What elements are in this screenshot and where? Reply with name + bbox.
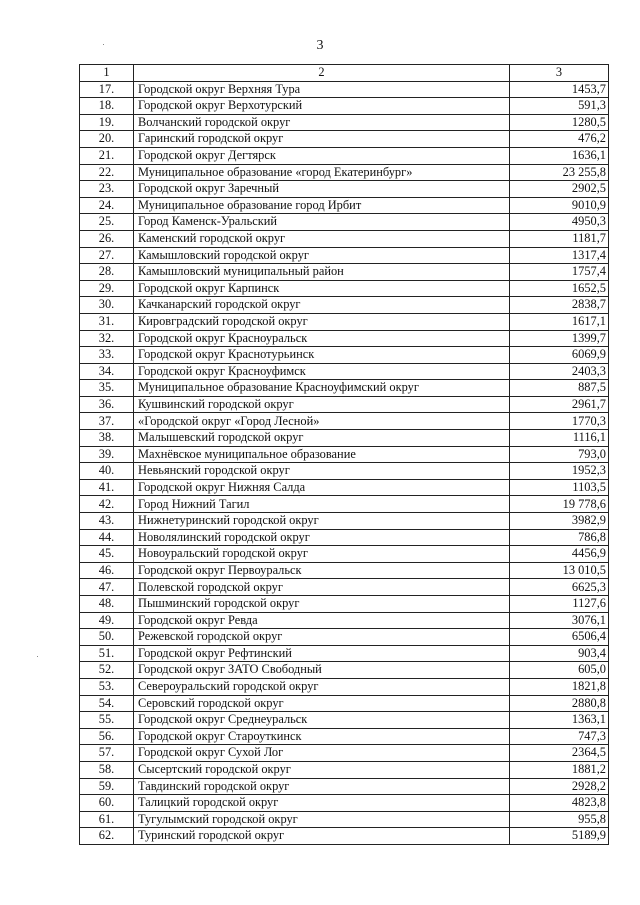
table-row — [80, 529, 609, 546]
value-cell: 591,3 — [510, 98, 609, 115]
table-row — [80, 695, 609, 712]
table-row — [80, 430, 609, 447]
row-number-cell: 51. — [80, 645, 134, 662]
table-row — [80, 728, 609, 745]
row-number-cell: 20. — [80, 131, 134, 148]
municipality-name-cell: Нижнетуринский городской округ — [134, 513, 510, 530]
row-number-cell: 49. — [80, 612, 134, 629]
value-cell: 1181,7 — [510, 230, 609, 247]
value-cell: 4950,3 — [510, 214, 609, 231]
value-cell: 4456,9 — [510, 546, 609, 563]
municipality-name-cell: Североуральский городской округ — [134, 678, 510, 695]
table-row — [80, 828, 609, 845]
row-number-cell: 19. — [80, 114, 134, 131]
municipality-name-cell: Городской округ Красноуфимск — [134, 363, 510, 380]
table-row — [80, 629, 609, 646]
value-cell: 2961,7 — [510, 396, 609, 413]
row-number-cell: 24. — [80, 197, 134, 214]
municipality-name-cell: Новолялинский городской округ — [134, 529, 510, 546]
table-row — [80, 164, 609, 181]
table-row — [80, 98, 609, 115]
row-number-cell: 62. — [80, 828, 134, 845]
municipality-name-cell: Волчанский городской округ — [134, 114, 510, 131]
value-cell: 605,0 — [510, 662, 609, 679]
table-row — [80, 214, 609, 231]
municipality-name-cell: Серовский городской округ — [134, 695, 510, 712]
row-number-cell: 39. — [80, 446, 134, 463]
table-row — [80, 147, 609, 164]
value-cell: 3076,1 — [510, 612, 609, 629]
municipality-name-cell: Малышевский городской округ — [134, 430, 510, 447]
table-row — [80, 131, 609, 148]
row-number-cell: 37. — [80, 413, 134, 430]
table-row — [80, 264, 609, 281]
municipality-name-cell: Тугулымский городской округ — [134, 811, 510, 828]
value-cell: 1821,8 — [510, 678, 609, 695]
municipality-name-cell: Городской округ Краснотурьинск — [134, 347, 510, 364]
row-number-cell: 60. — [80, 795, 134, 812]
municipality-name-cell: Город Каменск-Уральский — [134, 214, 510, 231]
table-row — [80, 396, 609, 413]
municipality-name-cell: Городской округ Среднеуральск — [134, 712, 510, 729]
row-number-cell: 32. — [80, 330, 134, 347]
row-number-cell: 25. — [80, 214, 134, 231]
table-row — [80, 297, 609, 314]
table-row — [80, 114, 609, 131]
table-row — [80, 712, 609, 729]
municipality-name-cell: Талицкий городской округ — [134, 795, 510, 812]
row-number-cell: 33. — [80, 347, 134, 364]
value-cell: 887,5 — [510, 380, 609, 397]
table-row — [80, 761, 609, 778]
table-row — [80, 181, 609, 198]
table-row — [80, 645, 609, 662]
value-cell: 2902,5 — [510, 181, 609, 198]
table-row — [80, 363, 609, 380]
row-number-cell: 36. — [80, 396, 134, 413]
municipality-name-cell: Муниципальное образование город Ирбит — [134, 197, 510, 214]
value-cell: 747,3 — [510, 728, 609, 745]
value-cell: 13 010,5 — [510, 562, 609, 579]
row-number-cell: 43. — [80, 513, 134, 530]
value-cell: 1652,5 — [510, 280, 609, 297]
row-number-cell: 42. — [80, 496, 134, 513]
value-cell: 5189,9 — [510, 828, 609, 845]
value-cell: 1952,3 — [510, 463, 609, 480]
table-row — [80, 230, 609, 247]
row-number-cell: 23. — [80, 181, 134, 198]
header-cell-3: 3 — [510, 65, 609, 82]
row-number-cell: 26. — [80, 230, 134, 247]
row-number-cell: 28. — [80, 264, 134, 281]
value-cell: 2928,2 — [510, 778, 609, 795]
table-row — [80, 811, 609, 828]
value-cell: 786,8 — [510, 529, 609, 546]
row-number-cell: 57. — [80, 745, 134, 762]
row-number-cell: 40. — [80, 463, 134, 480]
row-number-cell: 44. — [80, 529, 134, 546]
municipality-name-cell: Кушвинский городской округ — [134, 396, 510, 413]
row-number-cell: 45. — [80, 546, 134, 563]
table-row — [80, 479, 609, 496]
row-number-cell: 30. — [80, 297, 134, 314]
municipality-name-cell: Городской округ Рефтинский — [134, 645, 510, 662]
municipality-name-cell: Кировградский городской округ — [134, 313, 510, 330]
table-row — [80, 347, 609, 364]
municipality-name-cell: Невьянский городской округ — [134, 463, 510, 480]
row-number-cell: 48. — [80, 596, 134, 613]
municipality-name-cell: Тавдинский городской округ — [134, 778, 510, 795]
row-number-cell: 55. — [80, 712, 134, 729]
municipality-name-cell: Махнёвское муниципальное образование — [134, 446, 510, 463]
table-row — [80, 446, 609, 463]
table-row — [80, 513, 609, 530]
municipality-name-cell: Муниципальное образование «город Екатеринбург» — [134, 164, 510, 181]
municipality-name-cell: Городской округ Первоуральск — [134, 562, 510, 579]
municipality-name-cell: Городской округ Нижняя Салда — [134, 479, 510, 496]
table-header-row — [80, 65, 609, 82]
value-cell: 1453,7 — [510, 81, 609, 98]
value-cell: 1770,3 — [510, 413, 609, 430]
municipality-name-cell: Городской округ Староуткинск — [134, 728, 510, 745]
row-number-cell: 56. — [80, 728, 134, 745]
value-cell: 1280,5 — [510, 114, 609, 131]
municipality-name-cell: Городской округ Заречный — [134, 181, 510, 198]
value-cell: 3982,9 — [510, 513, 609, 530]
table-row — [80, 795, 609, 812]
row-number-cell: 50. — [80, 629, 134, 646]
municipality-name-cell: Гаринский городской округ — [134, 131, 510, 148]
row-number-cell: 46. — [80, 562, 134, 579]
municipality-name-cell: Камышловский городской округ — [134, 247, 510, 264]
table-row — [80, 81, 609, 98]
row-number-cell: 17. — [80, 81, 134, 98]
municipality-name-cell: Каменский городской округ — [134, 230, 510, 247]
municipality-name-cell: Городской округ Карпинск — [134, 280, 510, 297]
row-number-cell: 54. — [80, 695, 134, 712]
row-number-cell: 52. — [80, 662, 134, 679]
municipality-name-cell: Сысертский городской округ — [134, 761, 510, 778]
municipality-name-cell: Муниципальное образование Красноуфимский округ — [134, 380, 510, 397]
municipality-name-cell: Городской округ Сухой Лог — [134, 745, 510, 762]
table-body — [80, 65, 609, 845]
value-cell: 1127,6 — [510, 596, 609, 613]
municipality-name-cell: Городской округ ЗАТО Свободный — [134, 662, 510, 679]
row-number-cell: 31. — [80, 313, 134, 330]
municipality-name-cell: Городской округ Красноуральск — [134, 330, 510, 347]
table-row — [80, 463, 609, 480]
table-row — [80, 562, 609, 579]
row-number-cell: 35. — [80, 380, 134, 397]
table-row — [80, 612, 609, 629]
value-cell: 6506,4 — [510, 629, 609, 646]
header-cell-2: 2 — [134, 65, 510, 82]
municipality-name-cell: Новоуральский городской округ — [134, 546, 510, 563]
municipality-name-cell: Городской округ Дегтярск — [134, 147, 510, 164]
row-number-cell: 53. — [80, 678, 134, 695]
value-cell: 1881,2 — [510, 761, 609, 778]
municipality-name-cell: Режевской городской округ — [134, 629, 510, 646]
value-cell: 2880,8 — [510, 695, 609, 712]
value-cell: 2364,5 — [510, 745, 609, 762]
value-cell: 476,2 — [510, 131, 609, 148]
value-cell: 2403,3 — [510, 363, 609, 380]
value-cell: 1363,1 — [510, 712, 609, 729]
table-row — [80, 678, 609, 695]
row-number-cell: 27. — [80, 247, 134, 264]
row-number-cell: 34. — [80, 363, 134, 380]
table-row — [80, 496, 609, 513]
table-row — [80, 380, 609, 397]
header-cell-1: 1 — [80, 65, 134, 82]
row-number-cell: 61. — [80, 811, 134, 828]
row-number-cell: 59. — [80, 778, 134, 795]
table-row — [80, 197, 609, 214]
value-cell: 1636,1 — [510, 147, 609, 164]
row-number-cell: 22. — [80, 164, 134, 181]
value-cell: 1103,5 — [510, 479, 609, 496]
value-cell: 1317,4 — [510, 247, 609, 264]
row-number-cell: 58. — [80, 761, 134, 778]
value-cell: 4823,8 — [510, 795, 609, 812]
municipality-name-cell: Городской округ Ревда — [134, 612, 510, 629]
value-cell: 19 778,6 — [510, 496, 609, 513]
municipality-name-cell: Камышловский муниципальный район — [134, 264, 510, 281]
table-row — [80, 596, 609, 613]
municipal-data-table — [79, 64, 609, 845]
row-number-cell: 21. — [80, 147, 134, 164]
value-cell: 1399,7 — [510, 330, 609, 347]
row-number-cell: 47. — [80, 579, 134, 596]
table-row — [80, 546, 609, 563]
row-number-cell: 29. — [80, 280, 134, 297]
municipality-name-cell: Туринский городской округ — [134, 828, 510, 845]
municipality-name-cell: Город Нижний Тагил — [134, 496, 510, 513]
table-row — [80, 247, 609, 264]
value-cell: 793,0 — [510, 446, 609, 463]
municipality-name-cell: Полевской городской округ — [134, 579, 510, 596]
municipality-name-cell: Качканарский городской округ — [134, 297, 510, 314]
value-cell: 903,4 — [510, 645, 609, 662]
table-row — [80, 579, 609, 596]
row-number-cell: 38. — [80, 430, 134, 447]
scan-speck — [37, 656, 38, 657]
municipality-name-cell: Пышминский городской округ — [134, 596, 510, 613]
page-number: 3 — [316, 38, 324, 53]
municipality-name-cell: «Городской округ «Город Лесной» — [134, 413, 510, 430]
value-cell: 1617,1 — [510, 313, 609, 330]
table-row — [80, 330, 609, 347]
value-cell: 955,8 — [510, 811, 609, 828]
table-row — [80, 745, 609, 762]
value-cell: 1757,4 — [510, 264, 609, 281]
value-cell: 1116,1 — [510, 430, 609, 447]
value-cell: 9010,9 — [510, 197, 609, 214]
value-cell: 6069,9 — [510, 347, 609, 364]
row-number-cell: 18. — [80, 98, 134, 115]
municipality-name-cell: Городской округ Верхотурский — [134, 98, 510, 115]
table-row — [80, 313, 609, 330]
municipality-name-cell: Городской округ Верхняя Тура — [134, 81, 510, 98]
table-row — [80, 778, 609, 795]
table-row — [80, 662, 609, 679]
value-cell: 23 255,8 — [510, 164, 609, 181]
value-cell: 6625,3 — [510, 579, 609, 596]
row-number-cell: 41. — [80, 479, 134, 496]
table-row — [80, 413, 609, 430]
value-cell: 2838,7 — [510, 297, 609, 314]
table-row — [80, 280, 609, 297]
